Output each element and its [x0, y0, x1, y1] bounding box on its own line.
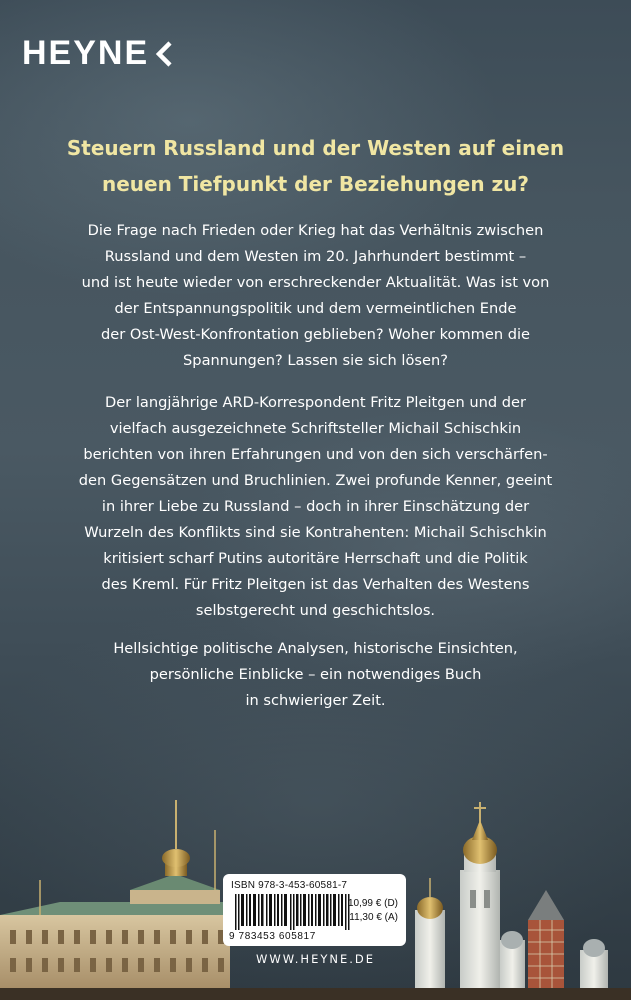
text-line: Der langjährige ARD-Korrespondent Fritz Pleitgen und der [104, 394, 527, 411]
chevron-left-icon [153, 40, 175, 68]
publisher-logo [22, 34, 175, 73]
text-line: des Kreml. Für Fritz Pleitgen ist das Verhalten des Westens [101, 576, 530, 593]
palace-building [0, 800, 230, 1000]
barcode-digits: 9 783453 605817 [229, 931, 316, 942]
publisher-website: WWW.HEYNE.DE [255, 952, 376, 966]
text-line: Wurzeln des Konflikts sind sie Kontrahenten: Michail Schischkin [84, 524, 547, 541]
text-line: selbstgerecht und geschichtslos. [195, 602, 436, 619]
text-line: in schwieriger Zeit. [245, 692, 386, 709]
text-line: in ihrer Liebe zu Russland – doch in ihrer Einschätzung der [101, 498, 530, 515]
cathedral-domes [415, 878, 608, 1000]
isbn-label: ISBN 978-3-453-60581-7 [231, 880, 348, 891]
text-line: den Gegensätzen und Bruchlinien. Zwei profunde Kenner, geeint [78, 472, 553, 489]
red-tower [528, 890, 564, 1000]
text-line: persönliche Einblicke – ein notwendiges Buch [149, 666, 482, 683]
bell-tower [460, 802, 500, 1000]
text-line: Spannungen? Lassen sie sich lösen? [183, 352, 448, 369]
publisher-logo-text: HEYNE [22, 34, 150, 72]
text-line: kritisiert scharf Putins autoritäre Herrschaft und die Politik [103, 550, 528, 567]
barcode-bars [235, 894, 353, 930]
text-line: berichten von ihren Erfahrungen und von den sich verschärfen- [83, 446, 548, 463]
price-austria: 11,30 € (A) [349, 912, 398, 923]
headline-line: Steuern Russland und der Westen auf einen [66, 136, 565, 160]
barcode-box [223, 874, 406, 946]
text-line: Die Frage nach Frieden oder Krieg hat das Verhältnis zwischen [87, 222, 544, 239]
blurb-paragraph-1 [40, 218, 591, 374]
price-germany: 10,99 € (D) [347, 898, 398, 909]
text-line: Russland und dem Westen im 20. Jahrhundert bestimmt – [104, 248, 527, 265]
headline-line: neuen Tiefpunkt der Beziehungen zu? [101, 172, 530, 196]
headline [30, 130, 601, 202]
text-line: der Entspannungspolitik und dem vermeintlichen Ende [114, 300, 517, 317]
blurb-paragraph-2 [40, 390, 591, 624]
text-line: der Ost-West-Konfrontation geblieben? Woher kommen die [100, 326, 531, 343]
blurb-paragraph-3 [40, 636, 591, 714]
text-line: und ist heute wieder von erschreckender Aktualität. Was ist von [81, 274, 550, 291]
text-line: Hellsichtige politische Analysen, historische Einsichten, [113, 640, 518, 657]
text-line: vielfach ausgezeichnete Schriftsteller Michail Schischkin [109, 420, 522, 437]
